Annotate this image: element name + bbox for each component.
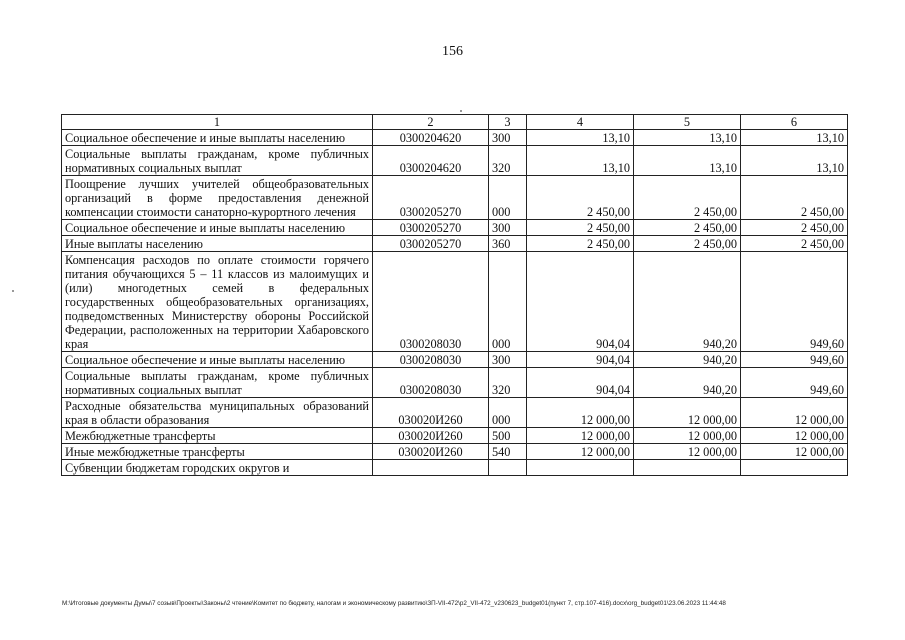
row-value-5: 12 000,00 — [634, 444, 741, 460]
table-row — [62, 220, 848, 236]
table-row — [62, 252, 848, 352]
row-name: Социальное обеспечение и иные выплаты населению — [62, 220, 373, 236]
row-kind: 300 — [489, 220, 527, 236]
row-value-4: 904,04 — [527, 368, 634, 398]
budget-table — [61, 114, 848, 476]
row-code: 0300205270 — [373, 220, 489, 236]
table-row — [62, 352, 848, 368]
row-value-4 — [527, 460, 634, 476]
row-value-5 — [634, 460, 741, 476]
row-value-4: 13,10 — [527, 146, 634, 176]
row-name: Социальное обеспечение и иные выплаты населению — [62, 352, 373, 368]
row-code: 030020И260 — [373, 428, 489, 444]
row-name: Иные межбюджетные трансферты — [62, 444, 373, 460]
row-kind: 320 — [489, 146, 527, 176]
row-value-5: 12 000,00 — [634, 398, 741, 428]
row-value-5: 13,10 — [634, 146, 741, 176]
table-row — [62, 428, 848, 444]
row-value-5: 12 000,00 — [634, 428, 741, 444]
row-name: Расходные обязательства муниципальных образований края в области образования — [62, 398, 373, 428]
header-col-6: 6 — [741, 115, 848, 130]
row-kind: 000 — [489, 252, 527, 352]
row-value-5: 940,20 — [634, 368, 741, 398]
row-value-4: 2 450,00 — [527, 220, 634, 236]
row-code: 0300205270 — [373, 236, 489, 252]
page-number: 156 — [442, 44, 463, 59]
header-col-1: 1 — [62, 115, 373, 130]
row-value-5: 940,20 — [634, 352, 741, 368]
row-kind: 360 — [489, 236, 527, 252]
row-name: Социальное обеспечение и иные выплаты населению — [62, 130, 373, 146]
row-value-6: 13,10 — [741, 130, 848, 146]
row-kind — [489, 460, 527, 476]
table-row — [62, 398, 848, 428]
row-code: 0300204620 — [373, 146, 489, 176]
row-kind: 500 — [489, 428, 527, 444]
scan-speck — [460, 110, 462, 112]
header-col-4: 4 — [527, 115, 634, 130]
table-row — [62, 460, 848, 476]
row-value-6: 949,60 — [741, 352, 848, 368]
row-value-5: 2 450,00 — [634, 236, 741, 252]
row-value-6: 2 450,00 — [741, 176, 848, 220]
row-code — [373, 460, 489, 476]
row-value-6: 13,10 — [741, 146, 848, 176]
row-value-6: 12 000,00 — [741, 444, 848, 460]
row-kind: 540 — [489, 444, 527, 460]
row-code: 0300208030 — [373, 252, 489, 352]
row-value-4: 12 000,00 — [527, 444, 634, 460]
row-value-5: 13,10 — [634, 130, 741, 146]
table-row — [62, 146, 848, 176]
row-value-6 — [741, 460, 848, 476]
row-value-4: 12 000,00 — [527, 398, 634, 428]
row-code: 030020И260 — [373, 398, 489, 428]
row-value-5: 2 450,00 — [634, 220, 741, 236]
row-code: 030020И260 — [373, 444, 489, 460]
row-name: Иные выплаты населению — [62, 236, 373, 252]
row-value-5: 2 450,00 — [634, 176, 741, 220]
table-row — [62, 368, 848, 398]
row-code: 0300204620 — [373, 130, 489, 146]
row-kind: 300 — [489, 130, 527, 146]
row-value-4: 2 450,00 — [527, 176, 634, 220]
table-row — [62, 130, 848, 146]
row-kind: 320 — [489, 368, 527, 398]
row-value-6: 949,60 — [741, 252, 848, 352]
row-name: Межбюджетные трансферты — [62, 428, 373, 444]
row-name: Поощрение лучших учителей общеобразовательных организаций в форме предоставления денежной компенсации стоимости санаторно-курортного лечения — [62, 176, 373, 220]
table-row — [62, 236, 848, 252]
row-kind: 300 — [489, 352, 527, 368]
file-path-footer: M:\Итоговые документы Думы\7 созыв\Проекты\Законы\2 чтение\Комитет по бюджету, налогам и экономическому развитию\ЗП-VII-472\р2_VII-472_v230623_budget01(пункт 7, стр.107-416).docx\org_budget01\23.06.2023 11:44:48 — [62, 600, 726, 607]
row-value-5: 940,20 — [634, 252, 741, 352]
row-value-4: 2 450,00 — [527, 236, 634, 252]
row-code: 0300208030 — [373, 352, 489, 368]
row-name: Компенсация расходов по оплате стоимости горячего питания обучающихся 5 – 11 классов из малоимущих и (или) многодетных семей в федеральных государственных общеобразовательных организациях, подведомственных Министерству обороны Российской Федерации, расположенных на территории Хабаровского края — [62, 252, 373, 352]
row-value-6: 2 450,00 — [741, 220, 848, 236]
row-code: 0300208030 — [373, 368, 489, 398]
row-value-6: 2 450,00 — [741, 236, 848, 252]
row-name: Социальные выплаты гражданам, кроме публичных нормативных социальных выплат — [62, 368, 373, 398]
scan-speck — [12, 290, 14, 292]
header-col-5: 5 — [634, 115, 741, 130]
table-header-row — [62, 115, 848, 130]
row-value-6: 949,60 — [741, 368, 848, 398]
header-col-2: 2 — [373, 115, 489, 130]
row-value-4: 904,04 — [527, 252, 634, 352]
row-value-6: 12 000,00 — [741, 428, 848, 444]
table-row — [62, 444, 848, 460]
row-kind: 000 — [489, 176, 527, 220]
row-value-4: 13,10 — [527, 130, 634, 146]
row-value-6: 12 000,00 — [741, 398, 848, 428]
row-value-4: 904,04 — [527, 352, 634, 368]
header-col-3: 3 — [489, 115, 527, 130]
row-kind: 000 — [489, 398, 527, 428]
table-row — [62, 176, 848, 220]
row-code: 0300205270 — [373, 176, 489, 220]
row-value-4: 12 000,00 — [527, 428, 634, 444]
row-name: Субвенции бюджетам городских округов и — [62, 460, 373, 476]
row-name: Социальные выплаты гражданам, кроме публичных нормативных социальных выплат — [62, 146, 373, 176]
